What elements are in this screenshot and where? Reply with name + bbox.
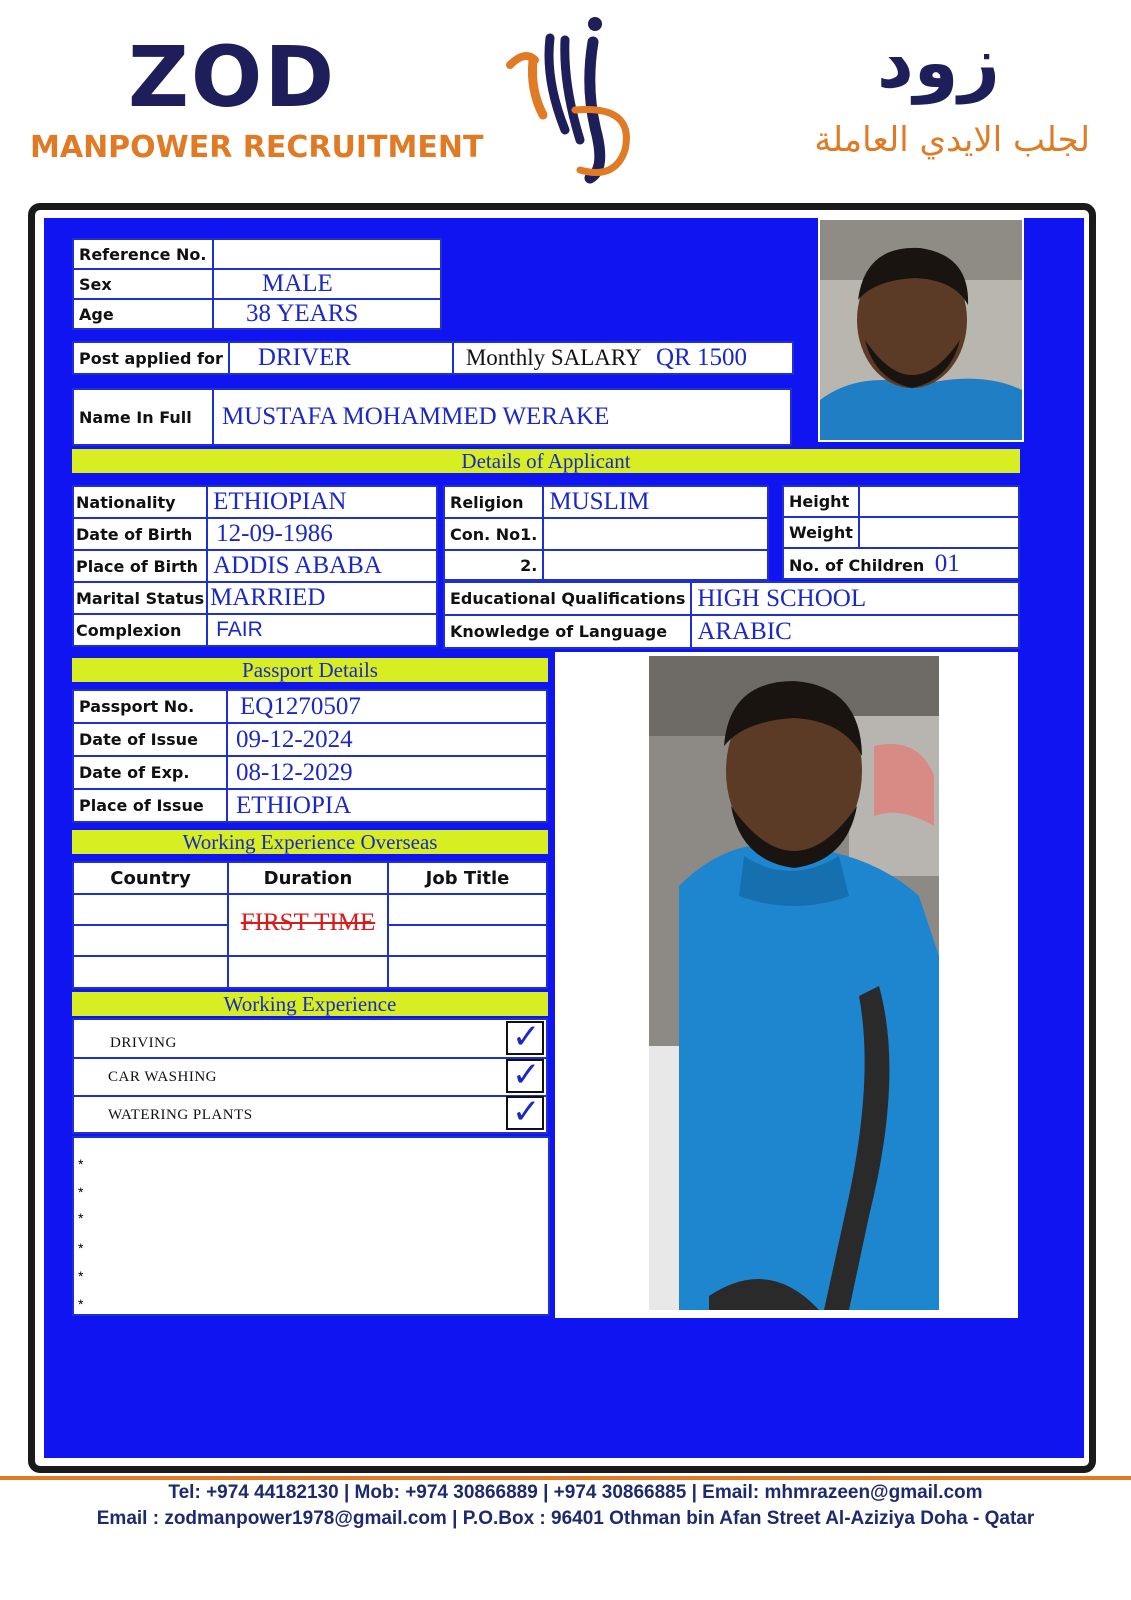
experience-item-label: DRIVING: [110, 1035, 177, 1051]
brand-subtitle: MANPOWER RECRUITMENT: [30, 130, 484, 165]
experience-item: [74, 1017, 546, 1059]
notes-box: [72, 1136, 550, 1316]
con1-label: Con. No1.: [444, 518, 543, 550]
pob-label: Place of Birth: [73, 550, 207, 582]
logo-icon: [505, 10, 635, 185]
issue-date-label: Date of Issue: [73, 723, 227, 756]
first-time-note: FIRST TIME: [240, 909, 376, 936]
salary-label: Monthly SALARY: [465, 345, 642, 370]
pob-value: ADDIS ABABA: [207, 550, 437, 582]
brand-title: ZOD: [128, 28, 337, 126]
education-table: [443, 581, 1020, 649]
exp-date-value: 08-12-2029: [227, 756, 547, 789]
education-label: Educational Qualifications: [444, 582, 691, 615]
top-info-table: [72, 238, 442, 330]
nationality-label: Nationality: [73, 486, 207, 518]
reference-label: Reference No.: [73, 239, 213, 269]
language-label: Knowledge of Language: [444, 615, 691, 648]
weight-label: Weight: [783, 517, 859, 548]
overseas-cell: [228, 956, 388, 988]
details-left-table: [72, 485, 438, 647]
details-banner: Details of Applicant: [72, 449, 1020, 473]
check-icon: ✓: [506, 1096, 544, 1130]
note-bullet: *: [78, 1156, 84, 1172]
children-label: No. of Children: [789, 555, 925, 575]
overseas-cell: [73, 894, 228, 925]
duration-header: Duration: [228, 862, 388, 894]
overseas-cell: [388, 925, 547, 956]
exp-date-label: Date of Exp.: [73, 756, 227, 789]
height-label: Height: [783, 486, 859, 517]
complexion-value: FAIR: [207, 614, 437, 646]
passport-no-value: EQ1270507: [227, 690, 547, 723]
issue-date-value: 09-12-2024: [227, 723, 547, 756]
reference-value: [213, 239, 441, 269]
applicant-photo-full: [649, 656, 939, 1310]
name-label: Name In Full: [73, 389, 213, 445]
full-photo-panel: [555, 652, 1018, 1318]
age-value: 38 YEARS: [213, 299, 441, 329]
check-icon: ✓: [506, 1059, 544, 1093]
details-right-table: [782, 485, 1020, 580]
overseas-table: [72, 861, 548, 989]
children-cell: [783, 548, 1019, 579]
country-header: Country: [73, 862, 228, 894]
place-of-issue-value: ETHIOPIA: [227, 789, 547, 822]
brand-arabic-title: زود: [876, 20, 1000, 104]
dob-value: 12-09-1986: [207, 518, 437, 550]
sex-label: Sex: [73, 269, 213, 299]
post-label: Post applied for: [73, 342, 229, 374]
passport-banner: Passport Details: [72, 658, 548, 682]
passport-no-label: Passport No.: [73, 690, 227, 723]
height-value: [859, 486, 1019, 517]
overseas-note-cell: [228, 894, 388, 956]
name-value: MUSTAFA MOHAMMED WERAKE: [213, 389, 791, 445]
con2-label: 2.: [444, 550, 543, 580]
experience-item: [74, 1057, 546, 1097]
passport-table: [72, 689, 548, 823]
con1-value: [543, 518, 768, 550]
post-value: DRIVER: [229, 342, 453, 374]
children-value: 01: [934, 549, 960, 577]
dob-label: Date of Birth: [73, 518, 207, 550]
note-bullet: *: [78, 1268, 84, 1284]
experience-item: [74, 1092, 546, 1132]
experience-list: [72, 1018, 548, 1134]
overseas-cell: [388, 956, 547, 988]
footer-contact-line: Tel: +974 44182130 | Mob: +974 30866889 | +974 30866885 | Email: mhmrazeen@gmail.com: [168, 1482, 983, 1503]
note-bullet: *: [78, 1210, 84, 1226]
note-bullet: *: [78, 1240, 84, 1256]
footer-address-line: Email : zodmanpower1978@gmail.com | P.O.Box : 96401 Othman bin Afan Street Al-Aziziya Doha - Qatar: [96, 1508, 1035, 1529]
details-middle-table: [443, 485, 769, 581]
applicant-photo-small-image: [820, 220, 1022, 440]
brand-arabic-subtitle: لجلب الايدي العاملة: [814, 120, 1090, 160]
weight-value: [859, 517, 1019, 548]
salary-cell: [453, 342, 793, 374]
language-value: ARABIC: [691, 615, 1019, 648]
note-bullet: *: [78, 1184, 84, 1200]
salary-value: QR 1500: [656, 344, 748, 371]
note-bullet: *: [78, 1296, 84, 1312]
overseas-banner: Working Experience Overseas: [72, 830, 548, 854]
marital-value: MARRIED: [207, 582, 437, 614]
job-title-header: Job Title: [388, 862, 547, 894]
footer-divider: [0, 1476, 1131, 1480]
overseas-cell: [388, 894, 547, 925]
experience-banner: Working Experience: [72, 992, 548, 1016]
applicant-photo-small: [818, 218, 1024, 442]
overseas-cell: [73, 956, 228, 988]
education-value: HIGH SCHOOL: [691, 582, 1019, 615]
marital-label: Marital Status: [73, 582, 207, 614]
experience-item-label: WATERING PLANTS: [108, 1107, 253, 1123]
place-of-issue-label: Place of Issue: [73, 789, 227, 822]
experience-item-label: CAR WASHING: [108, 1069, 217, 1085]
post-table: [72, 341, 794, 375]
con2-value: [543, 550, 768, 580]
religion-value: MUSLIM: [543, 486, 768, 518]
overseas-cell: [73, 925, 228, 956]
check-icon: ✓: [506, 1021, 544, 1055]
religion-label: Religion: [444, 486, 543, 518]
nationality-value: ETHIOPIAN: [207, 486, 437, 518]
age-label: Age: [73, 299, 213, 329]
complexion-label: Complexion: [73, 614, 207, 646]
sex-value: MALE: [213, 269, 441, 299]
name-table: [72, 388, 792, 446]
